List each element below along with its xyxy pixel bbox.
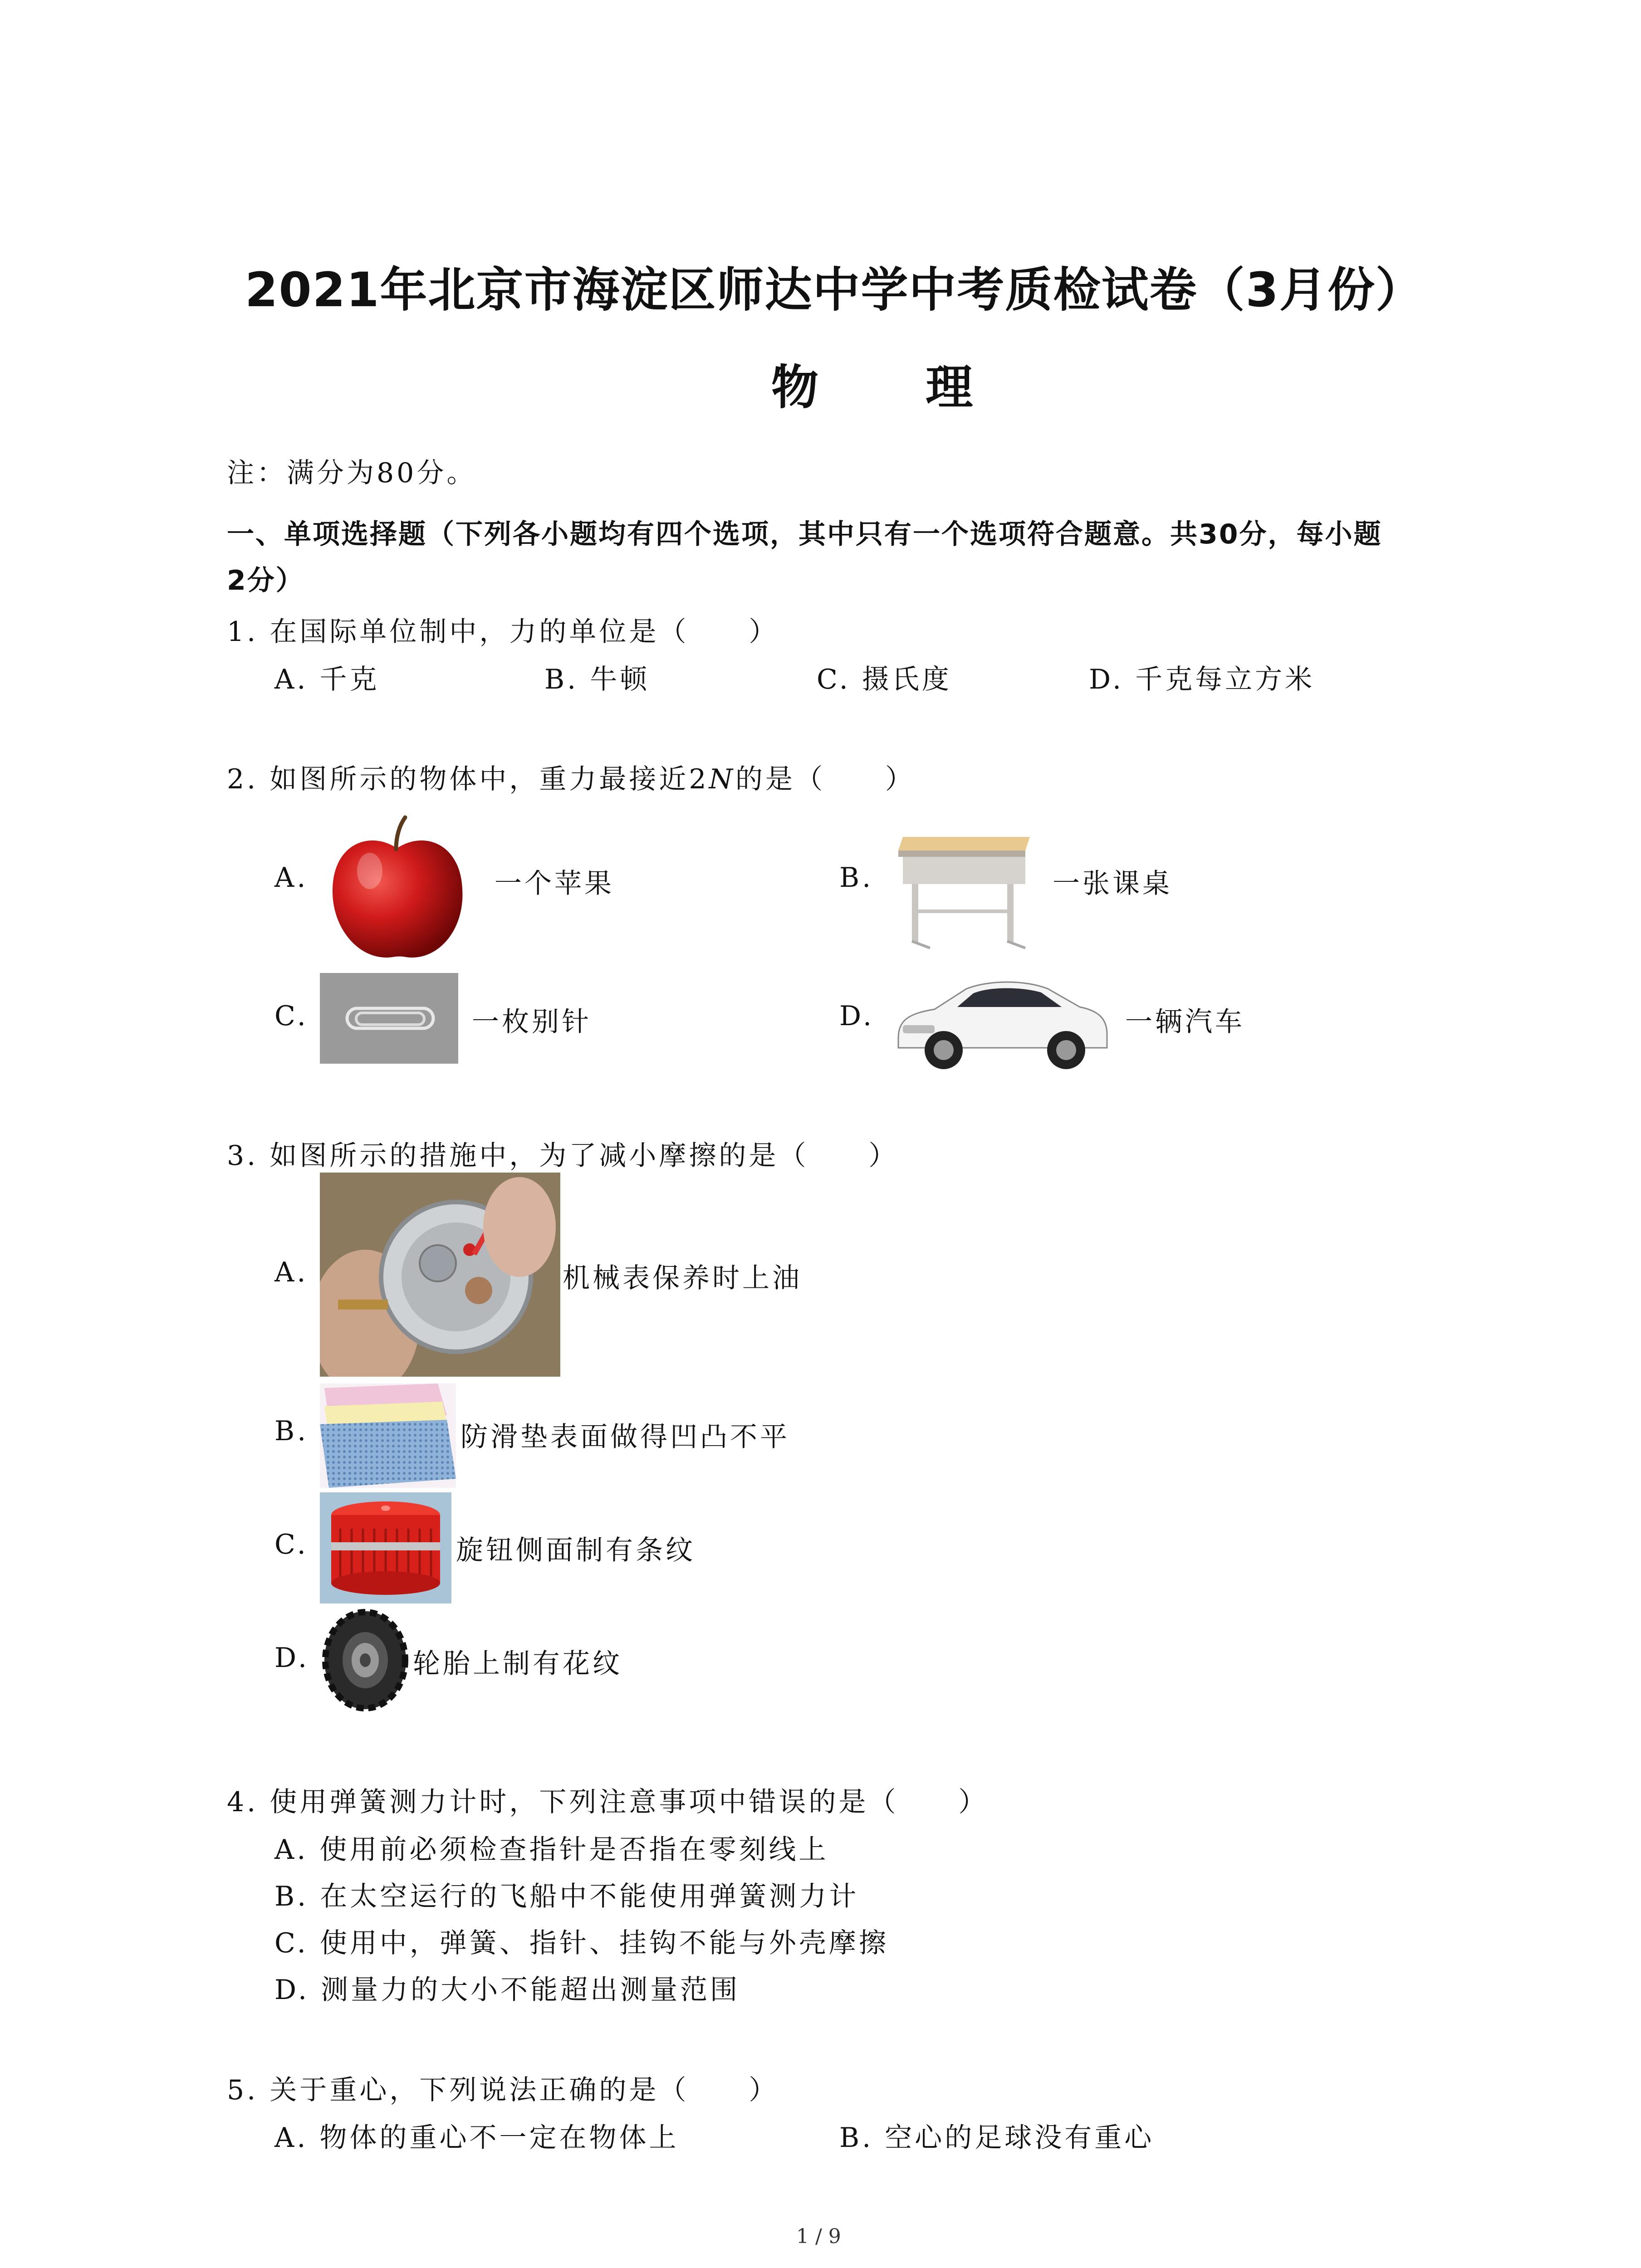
question-2-option-b-label: 一张课桌	[1053, 868, 1172, 899]
question-3-option-d-letter: D.	[274, 1642, 310, 1674]
question-3-option-a-letter: A.	[274, 1256, 309, 1288]
score-note: 注：满分为80分。	[227, 457, 477, 489]
question-1-option-b: B. 牛顿	[544, 664, 650, 695]
section-heading: 一、单项选择题（下列各小题均有四个选项，其中只有一个选项符合题意。共30分，每小题	[227, 518, 1382, 550]
knob-image	[320, 1492, 451, 1603]
car-image	[889, 962, 1112, 1075]
paperclip-image	[320, 973, 458, 1064]
question-3-option-d-label: 轮胎上制有花纹	[413, 1648, 622, 1680]
watch-oiling-image	[320, 1173, 560, 1377]
question-2-option-d-letter: D.	[839, 1000, 875, 1032]
question-4-option-c: C. 使用中，弹簧、指针、挂钩不能与外壳摩擦	[274, 1927, 889, 1959]
subject-title: 物 理	[771, 360, 1019, 415]
apple-image	[320, 812, 474, 966]
question-4-option-b: B. 在太空运行的飞船中不能使用弹簧测力计	[274, 1881, 859, 1912]
question-1-option-d: D. 千克每立方米	[1089, 664, 1315, 695]
desk-image	[894, 819, 1039, 950]
question-3-option-c-letter: C.	[274, 1529, 309, 1560]
question-3-option-b-letter: B.	[274, 1415, 309, 1447]
antislip-mat-image	[320, 1383, 456, 1488]
question-4-option-d: D. 测量力的大小不能超出测量范围	[274, 1974, 740, 2006]
question-3-option-c-label: 旋钮侧面制有条纹	[456, 1535, 696, 1566]
page-number: 1 / 9	[796, 2225, 841, 2248]
question-5-option-b: B. 空心的足球没有重心	[839, 2122, 1155, 2154]
question-1-stem: 1. 在国际单位制中，力的单位是（ ）	[227, 616, 779, 648]
question-4-stem: 4. 使用弹簧测力计时，下列注意事项中错误的是（ ）	[227, 1786, 989, 1818]
question-5-option-a: A. 物体的重心不一定在物体上	[274, 2122, 679, 2154]
question-1-option-c: C. 摄氏度	[817, 664, 952, 695]
question-2-option-c-letter: C.	[274, 1000, 309, 1032]
question-2-option-b-letter: B.	[839, 862, 874, 894]
question-3-option-b-label: 防滑垫表面做得凹凸不平	[460, 1421, 790, 1453]
question-2-option-d-label: 一辆汽车	[1125, 1006, 1245, 1038]
question-4-option-a: A. 使用前必须检查指针是否指在零刻线上	[274, 1834, 829, 1866]
section-heading-cont: 2分）	[227, 565, 304, 596]
question-2-stem: 2. 如图所示的物体中，重力最接近2N的是（ ）	[227, 763, 915, 795]
tire-image	[320, 1608, 411, 1712]
question-2-option-c-label: 一枚别针	[472, 1006, 592, 1038]
question-2-option-a-letter: A.	[274, 862, 309, 894]
question-5-stem: 5. 关于重心，下列说法正确的是（ ）	[227, 2074, 779, 2106]
question-3-stem: 3. 如图所示的措施中，为了减小摩擦的是（ ）	[227, 1140, 899, 1172]
question-3-option-a-label: 机械表保养时上油	[563, 1262, 802, 1294]
question-1-option-a: A. 千克	[274, 664, 380, 695]
question-2-option-a-label: 一个苹果	[495, 868, 614, 899]
exam-title: 2021年北京市海淀区师达中学中考质检试卷（3月份）	[245, 262, 1424, 318]
